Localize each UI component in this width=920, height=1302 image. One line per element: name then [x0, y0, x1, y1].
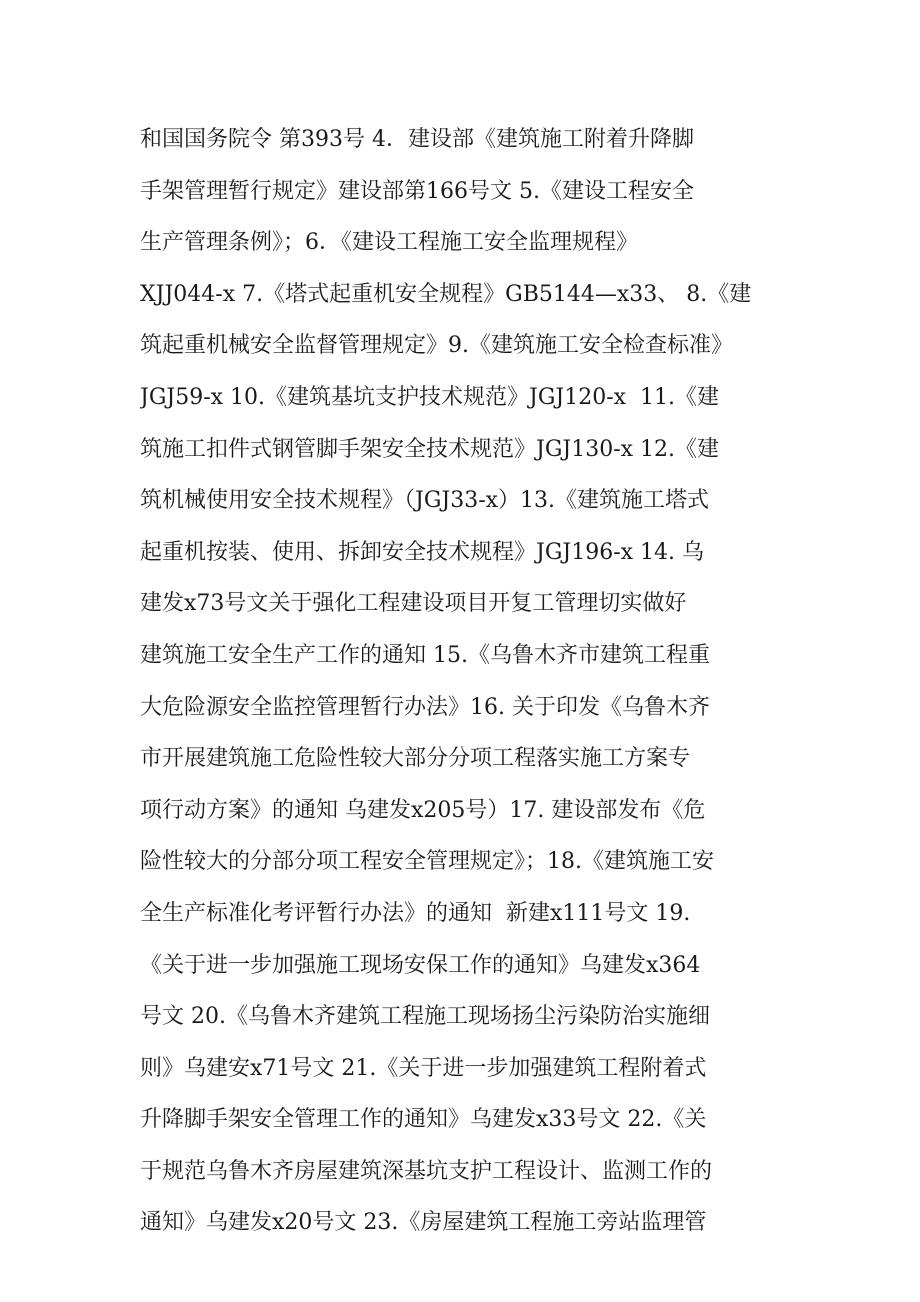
text-line: 《关于进一步加强施工现场安保工作的通知》乌建发x364 — [140, 952, 701, 978]
text-line: 筑施工扣件式钢管脚手架安全技术规范》JGJ130-x 12.《建 — [140, 436, 720, 462]
text-line: 则》乌建安x71号文 21.《关于进一步加强建筑工程附着式 — [140, 1055, 707, 1081]
document-body — [140, 114, 800, 1249]
text-line: 手架管理暂行规定》建设部第166号文 5.《建设工程安全 — [140, 178, 694, 204]
text-line: XJJ044-x 7.《塔式起重机安全规程》GB5144—x33、 8.《建 — [140, 281, 752, 307]
text-line: 建发x73号文关于强化工程建设项目开复工管理切实做好 — [140, 591, 687, 617]
text-line: 项行动方案》的通知 乌建发x205号）17. 建设部发布《危 — [140, 797, 706, 823]
text-line: 生产管理条例》；6．《建设工程施工安全监理规程》 — [140, 230, 638, 256]
text-line: 号文 20.《乌鲁木齐建筑工程施工现场扬尘污染防治实施细 — [140, 1004, 710, 1030]
text-line: 险性较大的分部分项工程安全管理规定》；18.《建筑施工安 — [140, 849, 714, 875]
text-line: 全生产标准化考评暂行办法》的通知 新建x111号文 19. — [140, 900, 691, 926]
text-line: 通知》乌建发x20号文 23.《房屋建筑工程施工旁站监理管 — [140, 1210, 707, 1236]
text-line: 筑机械使用安全技术规程》（JGJ33-x）13.《建筑施工塔式 — [140, 488, 710, 514]
text-line: 起重机按装、使用、拆卸安全技术规程》JGJ196-x 14. 乌 — [140, 539, 705, 565]
text-line: 和国国务院令 第393号 4．建设部《建筑施工附着升降脚 — [140, 127, 694, 152]
text-line: JGJ59-x 10.《建筑基坑支护技术规范》JGJ120-x 11.《建 — [140, 384, 720, 410]
text-line: 升降脚手架安全管理工作的通知》乌建发x33号文 22.《关 — [140, 1107, 707, 1133]
text-line: 于规范乌鲁木齐房屋建筑深基坑支护工程设计、监测工作的 — [140, 1158, 713, 1184]
text-line: 建筑施工安全生产工作的通知 15.《乌鲁木齐市建筑工程重 — [140, 642, 710, 668]
text-line: 筑起重机械安全监督管理规定》9.《建筑施工安全检查标准》 — [140, 333, 733, 359]
text-line: 大危险源安全监控管理暂行办法》16. 关于印发《乌鲁木齐 — [140, 694, 710, 720]
text-line: 市开展建筑施工危险性较大部分分项工程落实施工方案专 — [140, 746, 691, 772]
